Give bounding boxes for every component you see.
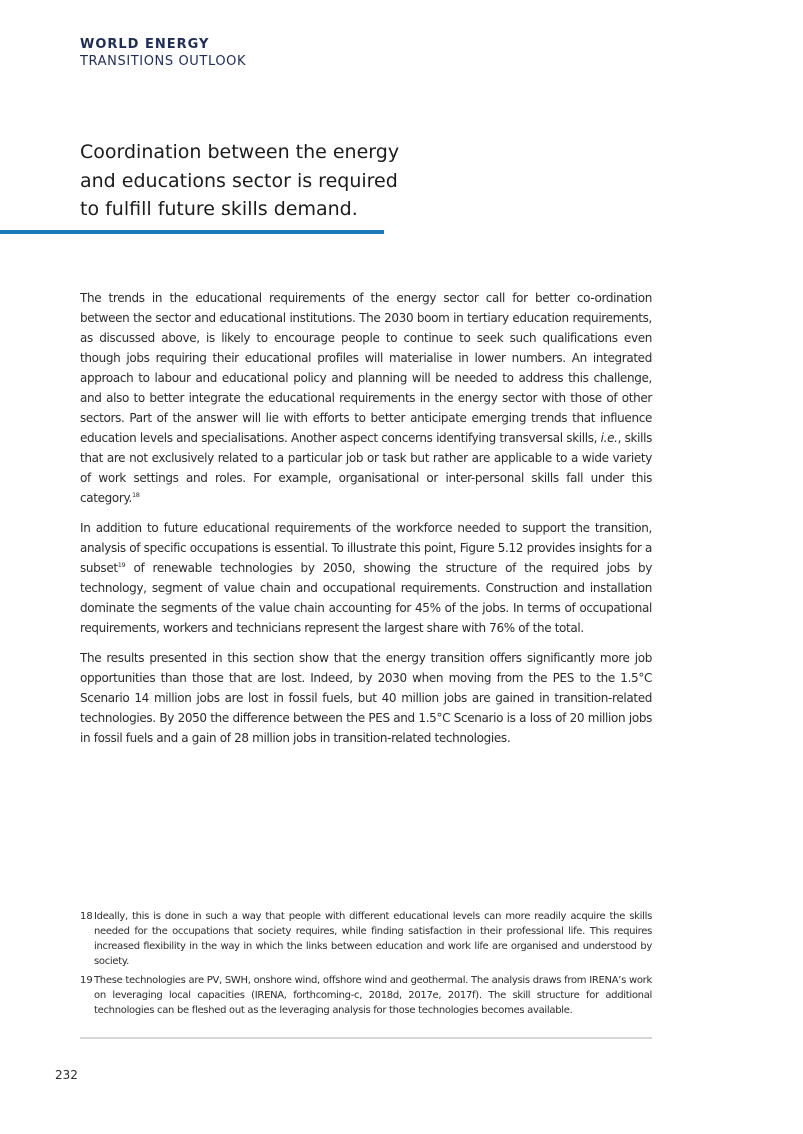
running-header (80, 36, 246, 70)
paragraph-1: The trends in the educational requirements of the energy sector call for better co-ordination between the sector and educational institutions. The 2030 boom in tertiary education requirements, as discussed above, is likely to encourage people to continue to seek such qualifications even though jobs requiring their educational profiles will materialise in lower numbers. An integrated approach to labour and educational policy and planning will be needed to address this challenge, and also to better integrate the educational requirements in the energy sector with those of other sectors. Part of the answer will lie with efforts to better anticipate emerging trends that influence education levels and specialisations. Another aspect concerns identifying transversal skills, i.e., skills that are not exclusively related to a particular job or task but rather are applicable to a wide variety of work settings and roles. For example, organisational or inter-personal skills fall under this category.$^{18}$ (80, 291, 652, 505)
footnote-text: These technologies are PV, SWH, onshore wind, offshore wind and geothermal. The analysis draws from IRENA’s work on leveraging local capacities (IRENA, forthcoming-c, 2018d, 2017e, 2017f). The skill structure for additional technologies can be fleshed out as the leveraging analysis for those technologies becomes available. (94, 975, 652, 1016)
title-underline (0, 230, 384, 234)
header-title: WORLD ENERGY (80, 37, 210, 52)
footnote-number: 19 (80, 975, 93, 986)
footnote-ref-18[interactable]: 18 (132, 491, 140, 499)
footnote-18 (80, 909, 652, 969)
footnote-number: 18 (80, 911, 93, 922)
section-title: Coordination between the energy and educations sector is required to fulfill future skills demand. (80, 141, 400, 220)
footnotes (80, 909, 652, 1022)
footnote-19 (80, 973, 652, 1018)
footnote-ref-19[interactable]: 19 (117, 561, 126, 569)
body-text (80, 288, 652, 758)
footnote-text: Ideally, this is done in such a way that people with different educational levels can more readily acquire the skills needed for the occupations that society requires, while finding satisfaction in their professional life. This requires increased flexibility in the way in which the links between education and work life are organised and understood by society. (94, 911, 652, 967)
footnote-divider (80, 1037, 652, 1039)
page-number: 232 (55, 1068, 78, 1082)
header-subtitle: TRANSITIONS OUTLOOK (80, 54, 247, 69)
paragraph-2: In addition to future educational requirements of the workforce needed to support the transition, analysis of specific occupations is essential. To illustrate this point, Figure 5.12 provides insights for a subset$^{19}$ of renewable technologies by 2050, showing the structure of the required jobs by technology, segment of value chain and occupational requirements. Construction and installation dominate the segments of the value chain accounting for 45% of the jobs. In terms of occupational requirements, workers and technicians represent the largest share with 76% of the total. (80, 521, 652, 635)
paragraph-3: The results presented in this section show that the energy transition offers significantly more job opportunities than those that are lost. Indeed, by 2030 when moving from the PES to the 1.5°C Scenario 14 million jobs are lost in fossil fuels, but 40 million jobs are gained in transition-related technologies. By 2050 the difference between the PES and 1.5°C Scenario is a loss of 20 million jobs in fossil fuels and a gain of 28 million jobs in transition-related technologies. (80, 651, 652, 745)
